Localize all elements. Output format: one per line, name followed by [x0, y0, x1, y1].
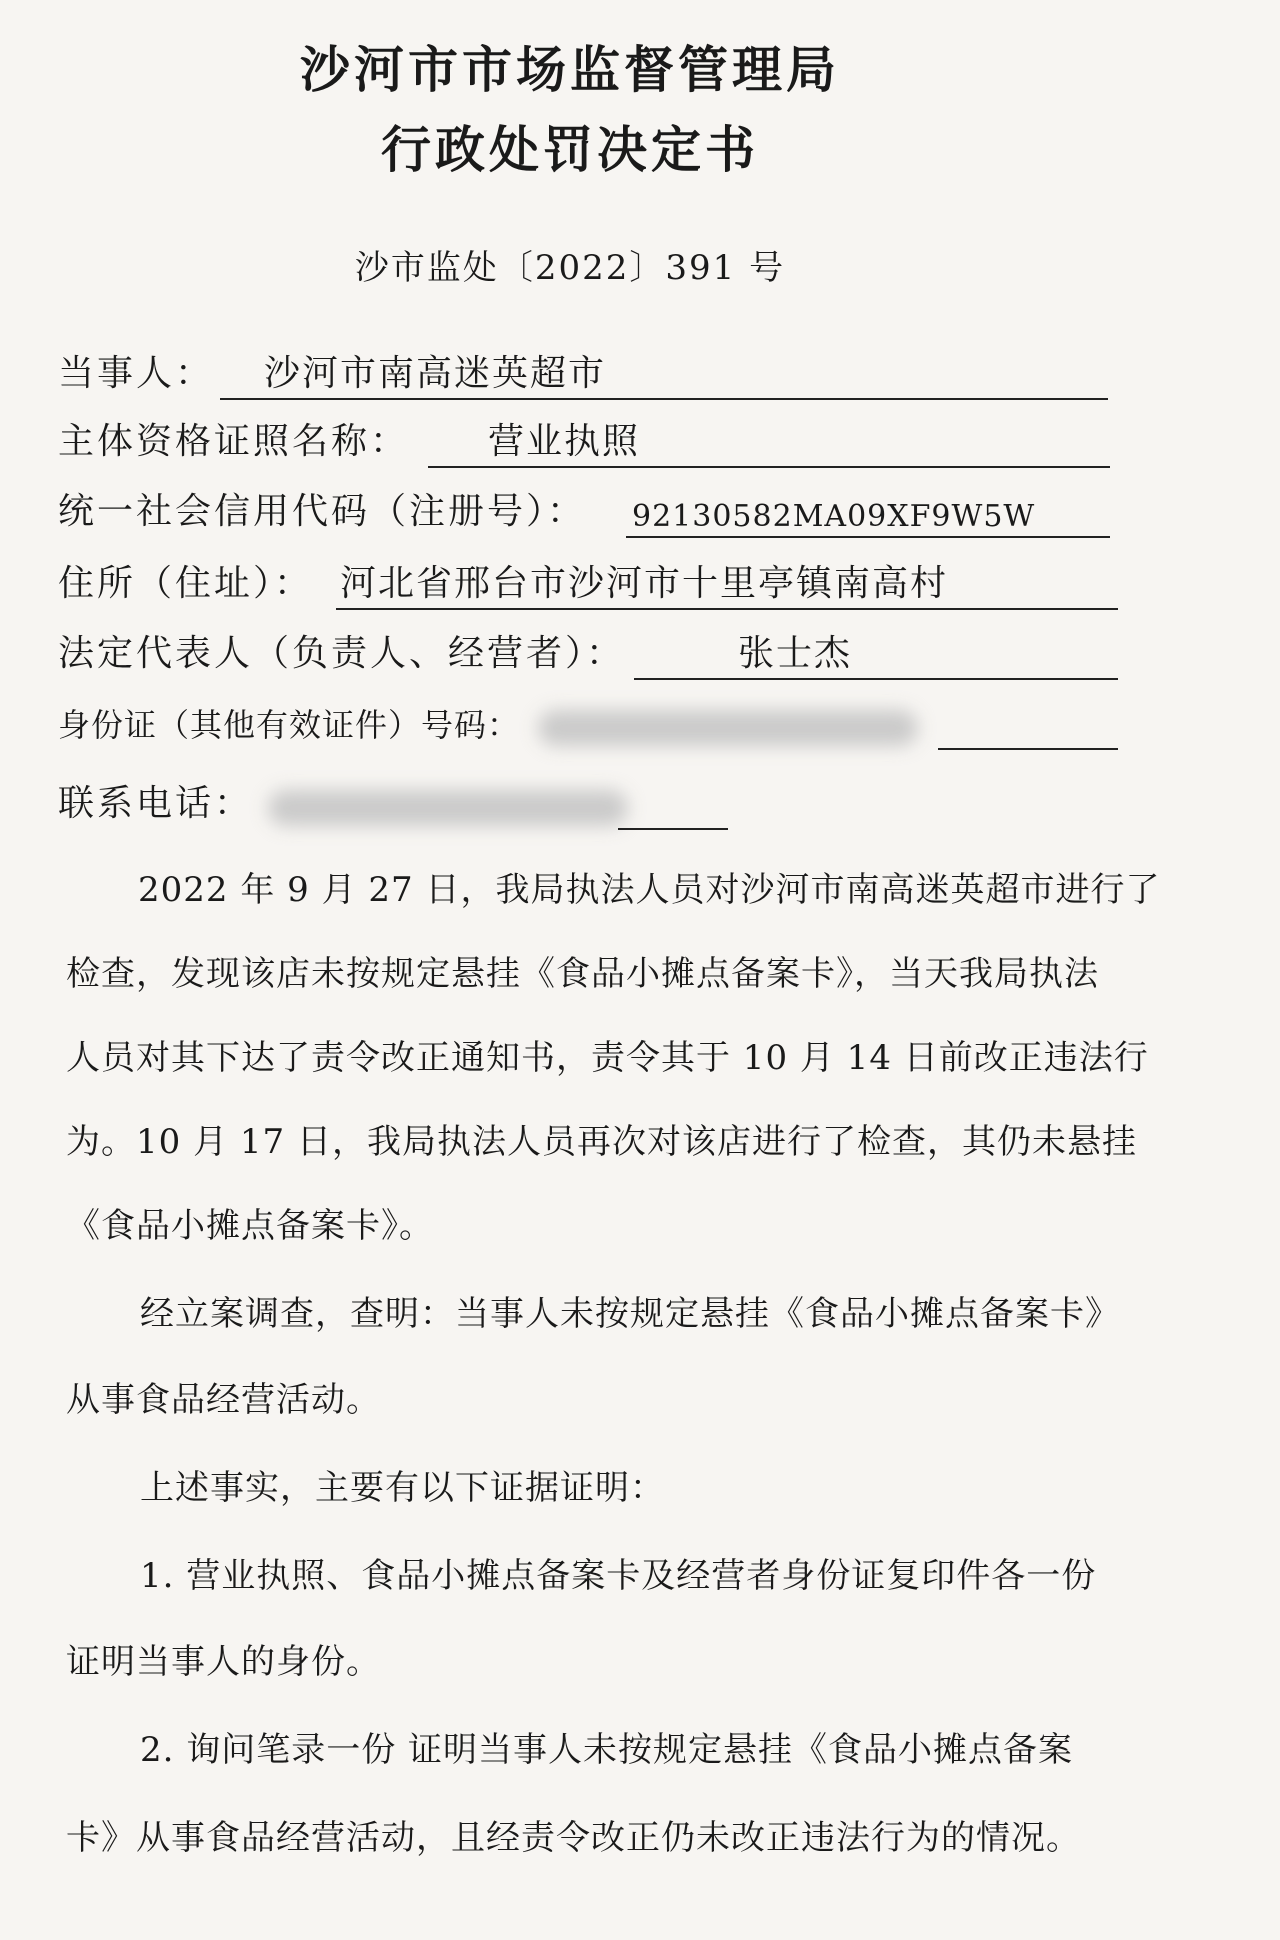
phone-field: [58, 782, 758, 830]
underline: [626, 536, 1110, 538]
id-number-field: [58, 702, 1128, 750]
credit-code-label: 统一社会信用代码（注册号）：: [58, 491, 587, 532]
evidence-item-1: 1. 营业执照、食品小摊点备案卡及经营者身份证复印件各一份: [140, 1556, 1097, 1596]
body-line: 人员对其下达了责令改正通知书，责令其于 10 月 14 日前改正违法行: [66, 1038, 1149, 1078]
body-line: 为。10 月 17 日，我局执法人员再次对该店进行了检查，其仍未悬挂: [66, 1122, 1137, 1162]
body-line: 从事食品经营活动。: [66, 1380, 381, 1420]
license-label: 主体资格证照名称：: [58, 421, 410, 462]
credit-code-field: [58, 490, 1118, 538]
redacted-id-number: [538, 710, 918, 746]
body-line: 检查，发现该店未按规定悬挂《食品小摊点备案卡》，当天我局执法: [66, 954, 1099, 994]
body-line: 卡》从事食品经营活动，且经责令改正仍未改正违法行为的情况。: [66, 1818, 1081, 1858]
party-name-label: 当事人：: [58, 353, 215, 394]
document-number: 沙市监处〔2022〕391 号: [354, 248, 786, 288]
legal-rep-value: 张士杰: [738, 633, 853, 674]
body-line: 《食品小摊点备案卡》。: [66, 1206, 434, 1246]
legal-rep-label: 法定代表人（负责人、经营者）：: [58, 633, 626, 674]
underline: [634, 678, 1118, 680]
license-value: 营业执照: [488, 421, 641, 462]
evidence-item-2: 2. 询问笔录一份 证明当事人未按规定悬挂《食品小摊点备案: [140, 1730, 1074, 1770]
underline: [938, 748, 1118, 750]
document-title: 行政处罚决定书: [381, 121, 759, 179]
id-number-label: 身份证（其他有效证件）号码：: [58, 706, 521, 744]
underline: [336, 608, 1118, 610]
address-field: [58, 562, 1128, 610]
body-line: 2022 年 9 月 27 日，我局执法人员对沙河市南高迷英超市进行了: [138, 870, 1161, 910]
body-line: 上述事实，主要有以下证据证明：: [140, 1468, 665, 1508]
underline: [428, 466, 1110, 468]
credit-code-value: 92130582MA09XF9W5W: [632, 499, 1036, 534]
address-value: 河北省邢台市沙河市十里亭镇南高村: [340, 563, 949, 604]
phone-label: 联系电话：: [58, 783, 254, 824]
body-line: 证明当事人的身份。: [66, 1642, 381, 1682]
legal-rep-field: [58, 632, 1128, 680]
underline: [618, 828, 728, 830]
license-field: [58, 420, 1118, 468]
body-line: 经立案调查，查明：当事人未按规定悬挂《食品小摊点备案卡》: [140, 1294, 1120, 1334]
redacted-phone: [268, 790, 628, 826]
underline: [220, 398, 1108, 400]
party-name-field: [58, 352, 1118, 400]
party-name-value: 沙河市南高迷英超市: [264, 353, 607, 394]
agency-title: 沙河市市场监督管理局: [300, 41, 840, 99]
address-label: 住所（住址）：: [58, 563, 314, 604]
